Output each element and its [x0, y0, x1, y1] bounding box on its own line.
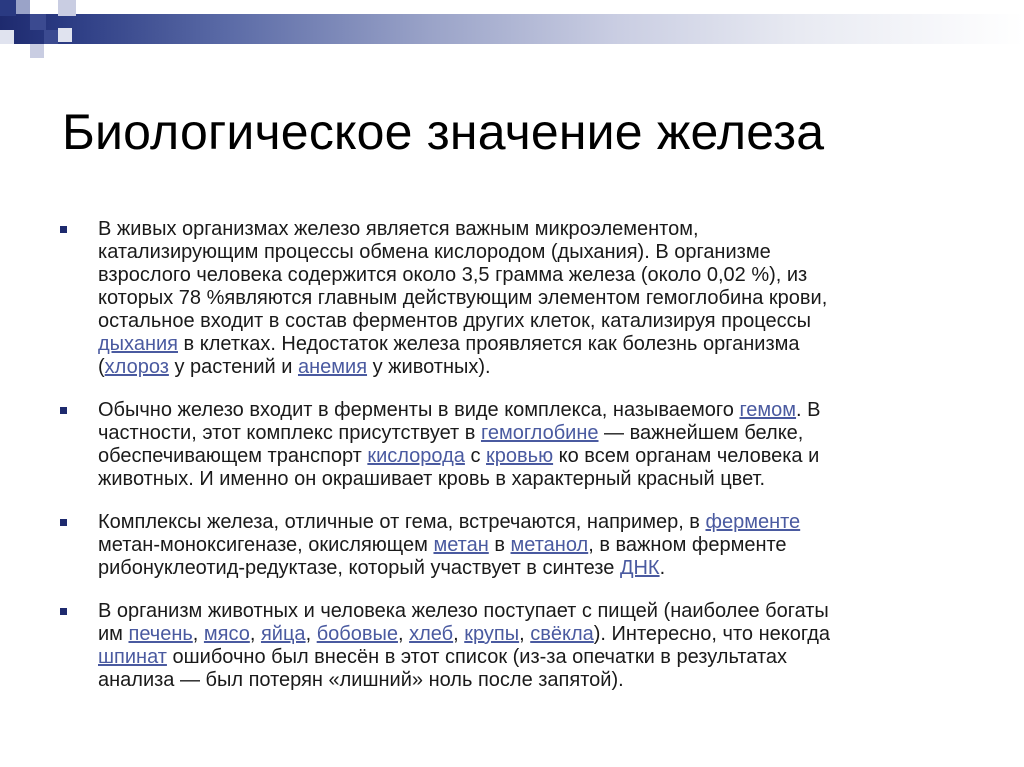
- link-krupy[interactable]: крупы: [464, 623, 520, 645]
- link-metanol[interactable]: метанол: [510, 534, 589, 556]
- link-gemoglobin[interactable]: гемоглобине: [480, 422, 599, 444]
- bullet-item: [60, 218, 960, 379]
- text-line: взрослого человека содержится около 3,5 грамма железа (около 0,02 %), из: [98, 264, 808, 286]
- text-segment: в: [488, 534, 511, 556]
- text-segment: им: [98, 623, 129, 645]
- bullet-item: [60, 600, 960, 692]
- text-segment: . В: [796, 399, 821, 421]
- link-hloroz[interactable]: хлороз: [104, 356, 169, 378]
- text-line: [98, 534, 960, 557]
- text-segment: , в важном ферменте: [588, 534, 787, 556]
- text-segment: метан-моноксигеназе, окисляющем: [98, 534, 434, 556]
- bullet-item: [60, 399, 960, 491]
- text-line: [98, 623, 960, 646]
- link-myaso[interactable]: мясо: [203, 623, 250, 645]
- text-segment: обеспечивающем транспорт: [98, 445, 368, 467]
- text-segment: Комплексы железа, отличные от гема, встречаются, например, в: [98, 511, 706, 533]
- text-segment: (: [98, 356, 105, 378]
- text-segment: ,: [453, 623, 465, 645]
- text-segment: у животных).: [367, 356, 491, 378]
- link-kislorod[interactable]: кислорода: [367, 445, 465, 467]
- text-segment: с: [464, 445, 487, 467]
- decor-square: [58, 28, 72, 42]
- link-ferment[interactable]: ферменте: [705, 511, 801, 533]
- text-segment: ,: [397, 623, 410, 645]
- text-line: [98, 646, 960, 669]
- text-line: [98, 557, 960, 580]
- text-line: В организм животных и человека железо поступает с пищей (наиболее богаты: [98, 600, 829, 622]
- slide-title: Биологическое значение железа: [62, 104, 825, 160]
- text-segment: ). Интересно, что некогда: [593, 623, 831, 645]
- link-krov[interactable]: кровью: [486, 445, 554, 467]
- text-line: которых 78 %являются главным действующим элементом гемоглобина крови,: [98, 287, 828, 309]
- bullet-square-icon: [60, 226, 67, 233]
- header-bar: [0, 14, 1024, 44]
- text-line: В живых организмах железо является важным микроэлементом,: [98, 218, 699, 240]
- text-line: [98, 356, 960, 379]
- text-segment: Обычно железо входит в ферменты в виде комплекса, называемого: [98, 399, 740, 421]
- text-segment: в клетках. Недостаток железа проявляется как болезнь организма: [178, 333, 800, 355]
- text-segment: рибонуклеотид-редуктазе, который участвует в синтезе: [98, 557, 620, 579]
- decor-square: [30, 44, 44, 58]
- text-segment: ,: [519, 623, 531, 645]
- link-gem[interactable]: гемом: [739, 399, 797, 421]
- bullet-list: [60, 218, 960, 712]
- text-segment: ,: [192, 623, 204, 645]
- text-line: [98, 422, 960, 445]
- decor-square: [44, 30, 58, 44]
- link-dnk[interactable]: ДНК: [619, 557, 660, 579]
- text-segment: ,: [305, 623, 317, 645]
- text-line: [98, 511, 960, 534]
- text-segment: ко всем органам человека и: [553, 445, 820, 467]
- text-line: анализа — был потерян «лишний» ноль после запятой).: [98, 669, 624, 691]
- decor-square: [16, 0, 30, 14]
- decor-square: [58, 0, 76, 16]
- link-dyhaniya[interactable]: дыхания: [98, 333, 178, 355]
- text-segment: .: [659, 557, 666, 579]
- text-line: [98, 399, 960, 422]
- decor-square: [30, 14, 46, 30]
- text-segment: частности, этот комплекс присутствует в: [98, 422, 481, 444]
- link-shpinat[interactable]: шпинат: [98, 646, 167, 668]
- link-pechen[interactable]: печень: [128, 623, 193, 645]
- link-metan[interactable]: метан: [433, 534, 489, 556]
- decor-square: [0, 30, 14, 44]
- decor-square: [0, 0, 16, 16]
- text-segment: ,: [249, 623, 261, 645]
- link-anemiya[interactable]: анемия: [297, 356, 368, 378]
- text-line: [98, 333, 960, 356]
- link-bobovye[interactable]: бобовые: [316, 623, 398, 645]
- bullet-item: [60, 511, 960, 580]
- text-segment: у растений и: [168, 356, 298, 378]
- bullet-square-icon: [60, 608, 67, 615]
- bullet-square-icon: [60, 519, 67, 526]
- link-hleb[interactable]: хлеб: [409, 623, 454, 645]
- text-line: катализирующим процессы обмена кислородом (дыхания). В организме: [98, 241, 771, 263]
- text-segment: — важнейшем белке,: [598, 422, 804, 444]
- text-line: животных. И именно он окрашивает кровь в характерный красный цвет.: [98, 468, 766, 490]
- text-line: [98, 445, 960, 468]
- link-svekla[interactable]: свёкла: [530, 623, 594, 645]
- bullet-square-icon: [60, 407, 67, 414]
- link-yaitsa[interactable]: яйца: [260, 623, 306, 645]
- text-segment: ошибочно был внесён в этот список (из-за опечатки в результатах: [166, 646, 787, 668]
- text-line: остальное входит в состав ферментов других клеток, катализируя процессы: [98, 310, 811, 332]
